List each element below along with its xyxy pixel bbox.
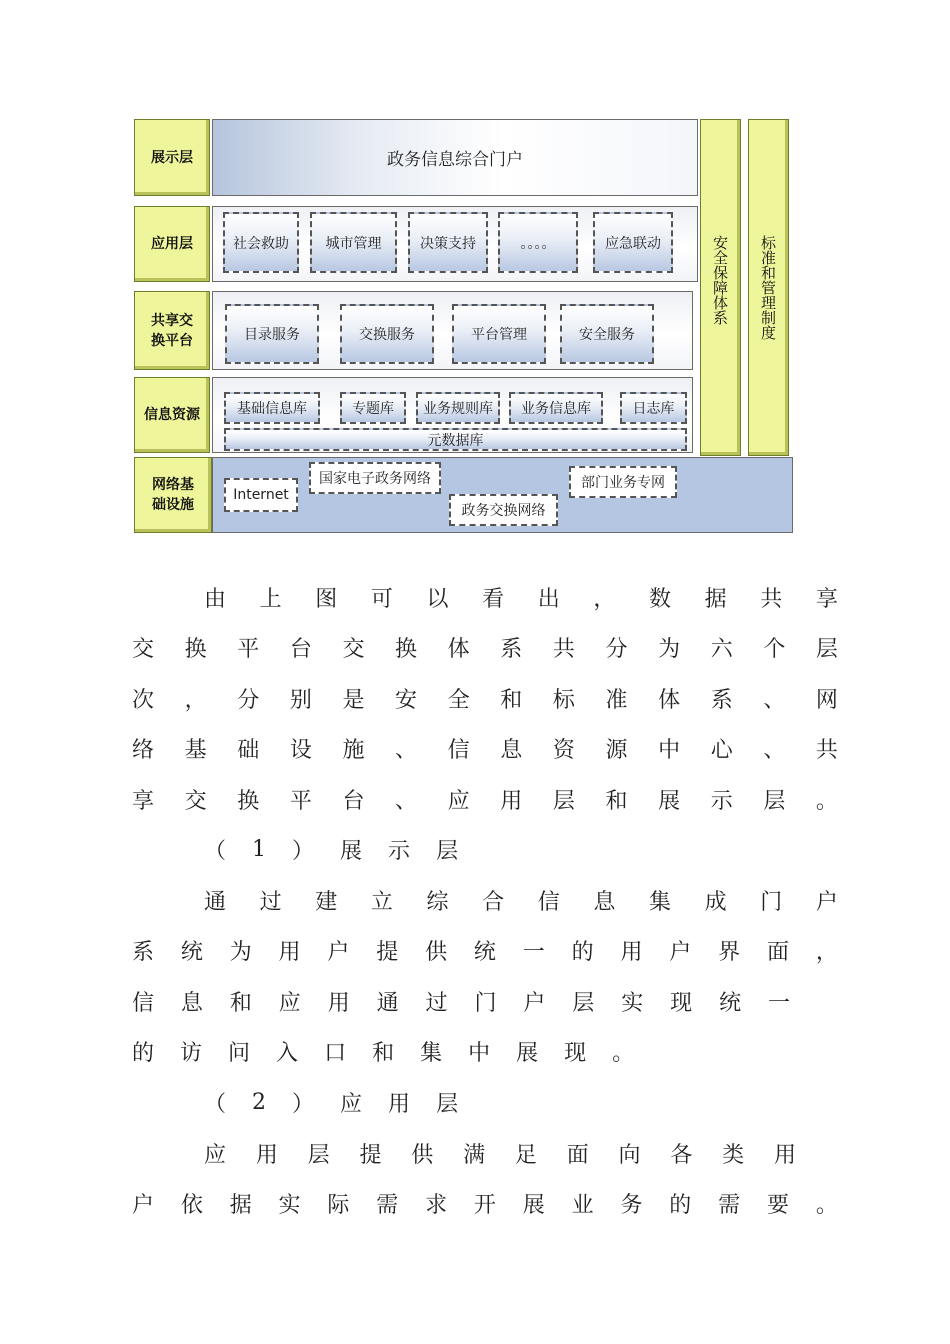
text-char: 的 (669, 1192, 692, 1218)
text-char: 统 (180, 939, 203, 965)
text-line (204, 883, 838, 917)
text-char: 据 (229, 1192, 252, 1218)
resource-item: 专题库 (340, 392, 406, 424)
text-char: 中 (468, 1040, 491, 1066)
text-char: 上 (259, 586, 282, 612)
text-char: 求 (425, 1192, 448, 1218)
text-char: 建 (315, 889, 338, 915)
text-char: 全 (447, 687, 470, 713)
text-char: 、 (395, 737, 418, 763)
text-char: 层 (436, 838, 459, 864)
text-char: 通 (376, 990, 399, 1016)
text-char: 的 (571, 939, 594, 965)
exchange-item: 交换服务 (340, 304, 434, 364)
resource-item: 业务信息库 (509, 392, 603, 424)
text-char: 看 (482, 586, 505, 612)
text-char: 依 (180, 1192, 203, 1218)
text-char: 足 (514, 1142, 537, 1168)
app-item: 社会救助 (223, 212, 299, 273)
text-char: 成 (704, 889, 727, 915)
text-char: 层 (436, 1091, 459, 1117)
text-line (204, 1136, 796, 1170)
text-char: 络 (132, 737, 155, 763)
text-char: 六 (710, 636, 733, 662)
text-char: 展 (340, 838, 363, 864)
text-char: 分 (605, 636, 628, 662)
text-char: 各 (670, 1142, 693, 1168)
text-char: 换 (184, 636, 207, 662)
text-char: 别 (289, 687, 312, 713)
text-char: 业 (571, 1192, 594, 1218)
text-char: 层 (572, 990, 595, 1016)
text-char: 用 (500, 788, 523, 814)
text-char: 实 (278, 1192, 301, 1218)
text-char: 需 (718, 1192, 741, 1218)
text-char: 提 (359, 1142, 382, 1168)
text-char: 界 (718, 939, 741, 965)
text-char: 向 (618, 1142, 641, 1168)
exchange-item: 目录服务 (225, 304, 319, 364)
text-char: （ (204, 838, 227, 864)
text-char: 通 (204, 889, 227, 915)
text-char: 为 (658, 636, 681, 662)
text-char: 应 (340, 1091, 363, 1117)
text-char: 台 (342, 788, 365, 814)
text-char: 示 (710, 788, 733, 814)
layer-label-presentation: 展示层 (134, 119, 210, 196)
text-char: 平 (289, 788, 312, 814)
text-char: 图 (315, 586, 338, 612)
text-char: 实 (621, 990, 644, 1016)
metadata-box: 元数据库 (224, 428, 687, 451)
text-char: 集 (420, 1040, 443, 1066)
text-char: 安 (395, 687, 418, 713)
text-char: 。 (815, 788, 838, 814)
text-char: 和 (500, 687, 523, 713)
text-char: 享 (132, 788, 155, 814)
text-line (132, 681, 838, 715)
text-char: 面 (766, 939, 789, 965)
portal-box: 政务信息综合门户 (212, 119, 698, 196)
text-char: 和 (372, 1040, 395, 1066)
text-line (132, 731, 838, 765)
text-char: 共 (760, 586, 783, 612)
text-char: 应 (447, 788, 470, 814)
text-char: ， (815, 939, 838, 965)
text-char: 际 (327, 1192, 350, 1218)
network-item: 部门业务专网 (569, 466, 677, 498)
text-char: 施 (342, 737, 365, 763)
text-char: 1 (252, 836, 267, 862)
text-char: 户 (327, 939, 350, 965)
text-char: 。 (815, 1192, 838, 1218)
text-char: 访 (180, 1040, 203, 1066)
app-item: 应急联动 (593, 212, 673, 273)
text-char: 中 (658, 737, 681, 763)
text-char: 共 (815, 737, 838, 763)
text-char: 统 (719, 990, 742, 1016)
text-char: 信 (132, 990, 155, 1016)
text-char: （ (204, 1091, 227, 1117)
text-char: ， (593, 586, 616, 612)
text-line (132, 782, 838, 816)
text-char: 、 (395, 788, 418, 814)
text-char: 层 (763, 788, 786, 814)
text-char: 息 (180, 990, 203, 1016)
text-line (132, 984, 790, 1018)
text-char: 口 (324, 1040, 347, 1066)
text-char: 2 (252, 1089, 267, 1115)
text-char: 要 (766, 1192, 789, 1218)
text-char: 务 (620, 1192, 643, 1218)
resource-item: 基础信息库 (224, 392, 320, 424)
text-char: 综 (426, 889, 449, 915)
text-char: 层 (552, 788, 575, 814)
text-char: 次 (132, 687, 155, 713)
text-char: 用 (388, 1091, 411, 1117)
text-line (132, 1034, 660, 1068)
text-char: 应 (204, 1142, 227, 1168)
text-char: ） (292, 1091, 315, 1117)
text-char: 合 (482, 889, 505, 915)
text-char: 源 (605, 737, 628, 763)
text-char: 应 (278, 990, 301, 1016)
app-item: 决策支持 (408, 212, 488, 273)
text-char: 体 (658, 687, 681, 713)
exchange-item: 安全服务 (560, 304, 654, 364)
text-char: 换 (237, 788, 260, 814)
text-char: 和 (605, 788, 628, 814)
text-char: 台 (289, 636, 312, 662)
text-char: 用 (773, 1142, 796, 1168)
text-char: 集 (649, 889, 672, 915)
text-char: 用 (278, 939, 301, 965)
text-char: 准 (605, 687, 628, 713)
text-char: 换 (395, 636, 418, 662)
text-char: 共 (552, 636, 575, 662)
text-char: 过 (259, 889, 282, 915)
app-item: 城市管理 (310, 212, 397, 273)
text-char: 息 (500, 737, 523, 763)
text-char: 信 (447, 737, 470, 763)
text-char: 供 (411, 1142, 434, 1168)
standards-bar (748, 119, 789, 456)
text-char: 用 (620, 939, 643, 965)
text-char: 入 (276, 1040, 299, 1066)
text-char: 用 (327, 990, 350, 1016)
text-char: 层 (815, 636, 838, 662)
text-char: 享 (815, 586, 838, 612)
text-char: 展 (516, 1040, 539, 1066)
text-char: 一 (767, 990, 790, 1016)
text-char: 平 (237, 636, 260, 662)
text-char: 是 (342, 687, 365, 713)
text-char: 以 (426, 586, 449, 612)
text-char: 面 (566, 1142, 589, 1168)
text-char: 、 (763, 687, 786, 713)
text-char: 础 (237, 737, 260, 763)
text-char: 统 (473, 939, 496, 965)
text-char: 户 (815, 889, 838, 915)
text-char: 问 (228, 1040, 251, 1066)
text-char: 标 (552, 687, 575, 713)
section-heading (204, 1085, 484, 1119)
text-char: 层 (307, 1142, 330, 1168)
text-char: 系 (710, 687, 733, 713)
text-char: 交 (184, 788, 207, 814)
text-char: 数 (649, 586, 672, 612)
text-char: 示 (388, 838, 411, 864)
text-char: 户 (669, 939, 692, 965)
text-char: 过 (425, 990, 448, 1016)
layer-label-network: 网络基 础设施 (134, 457, 212, 533)
text-line (204, 580, 838, 614)
text-char: 心 (710, 737, 733, 763)
text-char: 交 (132, 636, 155, 662)
text-char: 信 (537, 889, 560, 915)
text-char: 展 (522, 1192, 545, 1218)
text-char: 出 (537, 586, 560, 612)
standards-label: 标准和管理制度 (759, 235, 777, 340)
text-char: 系 (132, 939, 155, 965)
resource-item: 业务规则库 (416, 392, 500, 424)
text-char: 可 (370, 586, 393, 612)
text-char: 现 (564, 1040, 587, 1066)
text-char: 个 (763, 636, 786, 662)
text-char: 类 (722, 1142, 745, 1168)
text-char: 门 (760, 889, 783, 915)
text-char: 由 (204, 586, 227, 612)
text-char: 提 (376, 939, 399, 965)
layer-label-application: 应用层 (134, 206, 210, 282)
text-char: 的 (132, 1040, 155, 1066)
text-line (132, 1186, 838, 1220)
text-char: 网 (815, 687, 838, 713)
text-line (132, 933, 838, 967)
text-char: 。 (612, 1040, 635, 1066)
text-char: 开 (473, 1192, 496, 1218)
text-line (132, 630, 838, 664)
text-char: 资 (552, 737, 575, 763)
security-system-bar (700, 119, 741, 456)
text-char: 系 (500, 636, 523, 662)
text-char: 体 (447, 636, 470, 662)
text-char: 为 (229, 939, 252, 965)
network-item: 国家电子政务网络 (309, 462, 441, 494)
text-char: 户 (132, 1192, 155, 1218)
text-char: 基 (184, 737, 207, 763)
exchange-item: 平台管理 (452, 304, 546, 364)
text-char: 用 (255, 1142, 278, 1168)
network-item: 政务交换网络 (449, 494, 558, 526)
text-char: 户 (523, 990, 546, 1016)
layer-label-exchange: 共享交 换平台 (134, 291, 210, 370)
app-item: 。。。。 (498, 212, 578, 273)
text-char: 据 (704, 586, 727, 612)
resource-item: 日志库 (620, 392, 687, 424)
text-char: 、 (763, 737, 786, 763)
text-char: 满 (463, 1142, 486, 1168)
text-char: 分 (237, 687, 260, 713)
text-char: 交 (342, 636, 365, 662)
text-char: ， (184, 687, 207, 713)
text-char: 需 (376, 1192, 399, 1218)
text-char: 现 (670, 990, 693, 1016)
text-char: 供 (425, 939, 448, 965)
text-char: ） (292, 838, 315, 864)
layer-label-resources: 信息资源 (134, 377, 210, 453)
network-item-internet: Internet (224, 478, 298, 512)
security-system-label: 安全保障体系 (711, 235, 729, 325)
text-char: 一 (522, 939, 545, 965)
text-char: 展 (658, 788, 681, 814)
text-char: 和 (229, 990, 252, 1016)
section-heading (204, 832, 484, 866)
text-char: 立 (370, 889, 393, 915)
text-char: 息 (593, 889, 616, 915)
text-char: 设 (289, 737, 312, 763)
text-char: 门 (474, 990, 497, 1016)
